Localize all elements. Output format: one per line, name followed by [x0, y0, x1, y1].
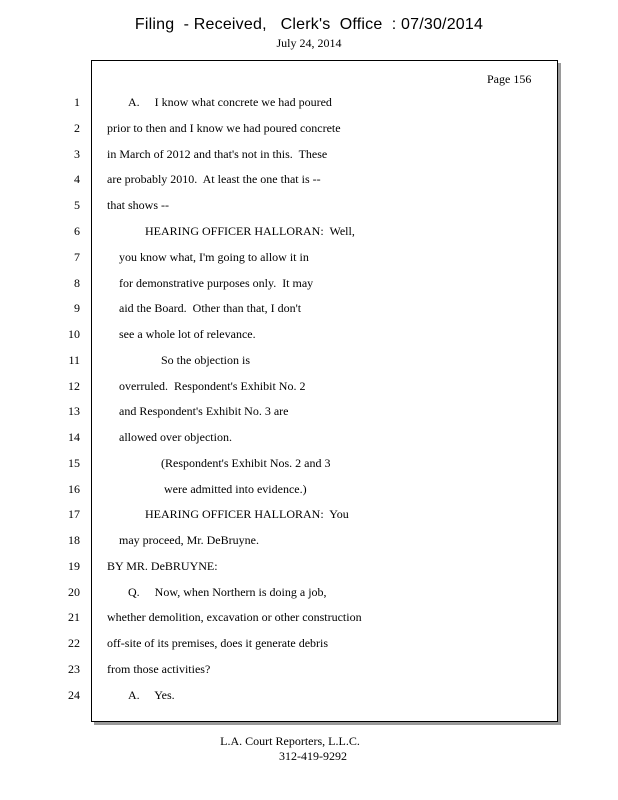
- transcript-line: So the objection is: [161, 353, 250, 367]
- transcript-line: allowed over objection.: [119, 430, 232, 444]
- line-number: 13: [68, 404, 80, 418]
- court-reporter-phone: 312-419-9292: [279, 749, 347, 763]
- line-number: 1: [74, 95, 80, 109]
- page-number: Page 156: [487, 72, 532, 86]
- transcript-line: from those activities?: [107, 662, 211, 676]
- transcript-line: you know what, I'm going to allow it in: [119, 250, 309, 264]
- transcript-line: A. I know what concrete we had poured: [128, 95, 332, 109]
- line-number: 3: [74, 147, 80, 161]
- line-number: 16: [68, 482, 80, 496]
- line-number: 22: [68, 636, 80, 650]
- transcript-line: overruled. Respondent's Exhibit No. 2: [119, 379, 306, 393]
- line-number: 23: [68, 662, 80, 676]
- line-number: 8: [74, 276, 80, 290]
- line-number: 12: [68, 379, 80, 393]
- transcript-line: whether demolition, excavation or other construction: [107, 610, 362, 624]
- transcript-line: (Respondent's Exhibit Nos. 2 and 3: [161, 456, 331, 470]
- line-number: 15: [68, 456, 80, 470]
- line-number: 20: [68, 585, 80, 599]
- line-number: 24: [68, 688, 80, 702]
- transcript-line: that shows --: [107, 198, 169, 212]
- line-number: 18: [68, 533, 80, 547]
- line-number: 5: [74, 198, 80, 212]
- line-number: 7: [74, 250, 80, 264]
- transcript-line: in March of 2012 and that's not in this. These: [107, 147, 328, 161]
- line-number: 2: [74, 121, 80, 135]
- line-number: 17: [68, 507, 80, 521]
- transcript-line: HEARING OFFICER HALLORAN: Well,: [145, 224, 355, 238]
- hearing-date: July 24, 2014: [276, 36, 342, 50]
- line-number: 19: [68, 559, 80, 573]
- line-number: 4: [74, 172, 80, 186]
- court-reporter-name: L.A. Court Reporters, L.L.C.: [220, 734, 360, 748]
- transcript-line: BY MR. DeBRUYNE:: [107, 559, 218, 573]
- line-number: 9: [74, 301, 80, 315]
- line-number: 11: [68, 353, 80, 367]
- transcript-line: prior to then and I know we had poured concrete: [107, 121, 341, 135]
- transcript-line: Q. Now, when Northern is doing a job,: [128, 585, 327, 599]
- line-number: 6: [74, 224, 80, 238]
- line-number: 10: [68, 327, 80, 341]
- transcript-line: HEARING OFFICER HALLORAN: You: [145, 507, 349, 521]
- transcript-line: off-site of its premises, does it generate debris: [107, 636, 329, 650]
- line-number: 14: [68, 430, 80, 444]
- filing-stamp: Filing - Received, Clerk's Office : 07/30/2014: [134, 16, 484, 33]
- transcript-line: for demonstrative purposes only. It may: [119, 276, 314, 290]
- transcript-line: aid the Board. Other than that, I don't: [119, 301, 302, 315]
- transcript-line: were admitted into evidence.): [164, 482, 307, 496]
- transcript-line: and Respondent's Exhibit No. 3 are: [119, 404, 289, 418]
- transcript-line: A. Yes.: [128, 688, 175, 702]
- transcript-line: may proceed, Mr. DeBruyne.: [119, 533, 259, 547]
- line-number: 21: [68, 610, 80, 624]
- transcript-line: are probably 2010. At least the one that is --: [107, 172, 321, 186]
- transcript-line: see a whole lot of relevance.: [119, 327, 256, 341]
